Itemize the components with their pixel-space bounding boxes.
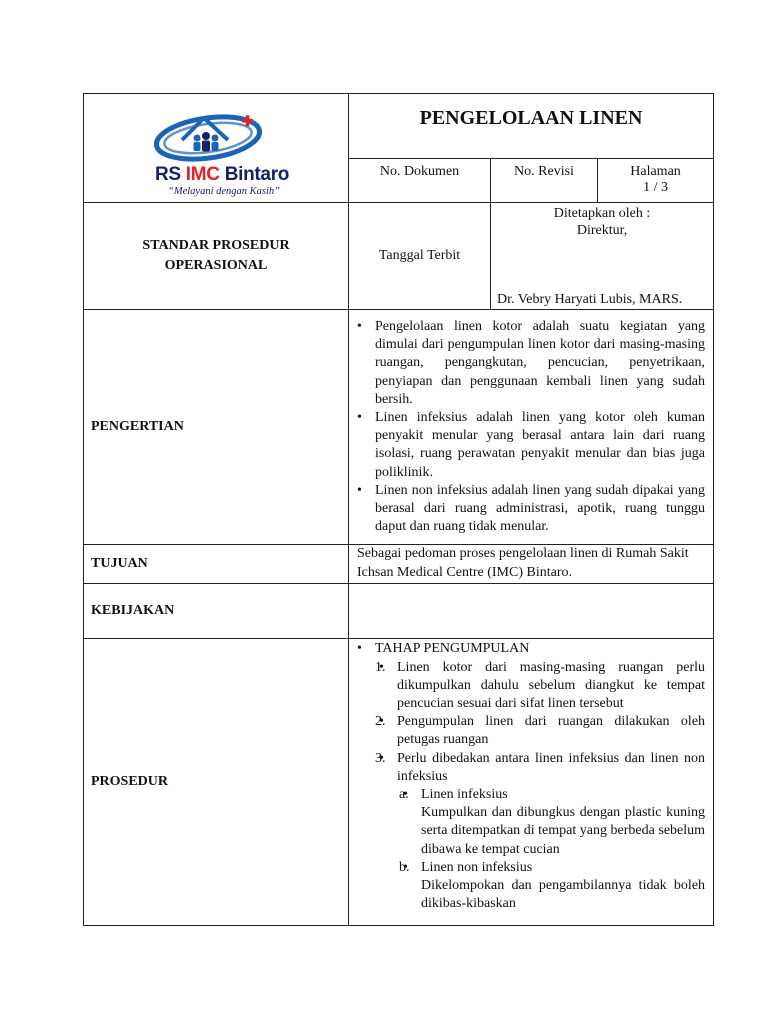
ditetapkan-label: Ditetapkan oleh :	[553, 206, 651, 221]
prosedur-step: • 1. Linen kotor dari masing-masing ruangan perlu dikumpulkan dahulu sebelum diangkut ke tempat pencucian sesuai dari sifat linen tersebut	[397, 659, 705, 714]
tanggal-terbit-cell	[349, 203, 491, 310]
prosedur-step: • 3. Perlu dibedakan antara linen infeksius dan linen non infeksius • a. Linen infeksius Kumpulkan dan dibungkus dengan plastic kuning serta ditempatkan di tempat yang berbeda sebelum dibawa ke tempat cucian • b. Linen non infeksius Dikelompokan dan pengambilannya tidak boleh dikibas-kibaskan	[397, 750, 705, 914]
pengertian-content	[349, 310, 714, 545]
logo-cell	[84, 94, 349, 203]
tujuan-text: Sebagai pedoman proses pengelolaan linen di Rumah Sakit Ichsan Medical Centre (IMC) Bintaro.	[349, 545, 714, 584]
prosedur-substep: • a. Linen infeksius Kumpulkan dan dibungkus dengan plastic kuning serta ditempatkan di tempat yang berbeda sebelum dibawa ke tempat cucian	[421, 786, 705, 859]
substep-text: Kumpulkan dan dibungkus dengan plastic kuning serta ditempatkan di tempat yang berbeda sebelum dibawa ke tempat cucian	[421, 805, 706, 857]
kebijakan-text	[349, 584, 714, 639]
prosedur-step: • 2. Pengumpulan linen dari ruangan dilakukan oleh petugas ruangan	[397, 713, 705, 749]
sop-document-table	[83, 93, 714, 926]
tanggal-terbit-label: Tanggal Terbit	[378, 248, 461, 263]
document-title: PENGELOLAAN LINEN	[349, 94, 714, 159]
pengertian-item: • Pengelolaan linen kotor adalah suatu kegiatan yang dimulai dari pengumpulan linen kotor dari masing-masing ruangan, pengangkutan, pencucian, penyetrikaan, penyiapan dan penggunaan kembali linen yang sudah bersih.	[375, 318, 705, 409]
halaman-cell	[598, 158, 714, 202]
sop-label-cell	[84, 203, 349, 310]
direktur-label: Direktur,	[576, 223, 628, 238]
logo-name: RS IMC Bintaro	[155, 164, 290, 185]
kebijakan-label: KEBIJAKAN	[84, 584, 349, 639]
pengertian-item: • Linen infeksius adalah linen yang kotor oleh kuman penyakit menular yang berasal antara lain dari ruang isolasi, ruang perawatan penyakit menular dan bias juga poliklinik.	[375, 409, 705, 482]
no-revisi-cell	[491, 158, 598, 202]
tujuan-label: TUJUAN	[84, 545, 349, 584]
logo-tagline: “Melayani dengan Kasih”	[168, 186, 280, 197]
halaman-value: 1 / 3	[643, 179, 668, 195]
substep-text: Dikelompokan dan pengambilannya tidak boleh dikibas-kibaskan	[421, 878, 706, 912]
substep-title: Linen infeksius	[421, 787, 508, 803]
no-dokumen-cell	[349, 158, 491, 202]
sop-line1: STANDAR PROSEDUR	[142, 238, 290, 253]
no-revisi-label: No. Revisi	[514, 163, 574, 179]
substep-title: Linen non infeksius	[421, 859, 533, 875]
prosedur-content	[349, 639, 714, 926]
pengertian-label: PENGERTIAN	[84, 310, 349, 545]
halaman-label: Halaman	[630, 163, 681, 179]
prosedur-label: PROSEDUR	[84, 639, 349, 926]
prosedur-substep: • b. Linen non infeksius Dikelompokan dan pengambilannya tidak boleh dikibas-kibaskan	[421, 859, 705, 914]
signer-name: Dr. Vebry Haryati Lubis, MARS.	[497, 292, 683, 307]
prosedur-section-title: • TAHAP PENGUMPULAN	[375, 641, 530, 657]
no-dokumen-label: No. Dokumen	[379, 163, 460, 179]
sop-line2: OPERASIONAL	[164, 258, 268, 273]
pengertian-item: • Linen non infeksius adalah linen yang sudah dipakai yang berasal dari ruang administrasi, apotik, ruang tunggu daput dan ruang tidak menular.	[375, 482, 705, 537]
ditetapkan-cell	[491, 203, 714, 310]
